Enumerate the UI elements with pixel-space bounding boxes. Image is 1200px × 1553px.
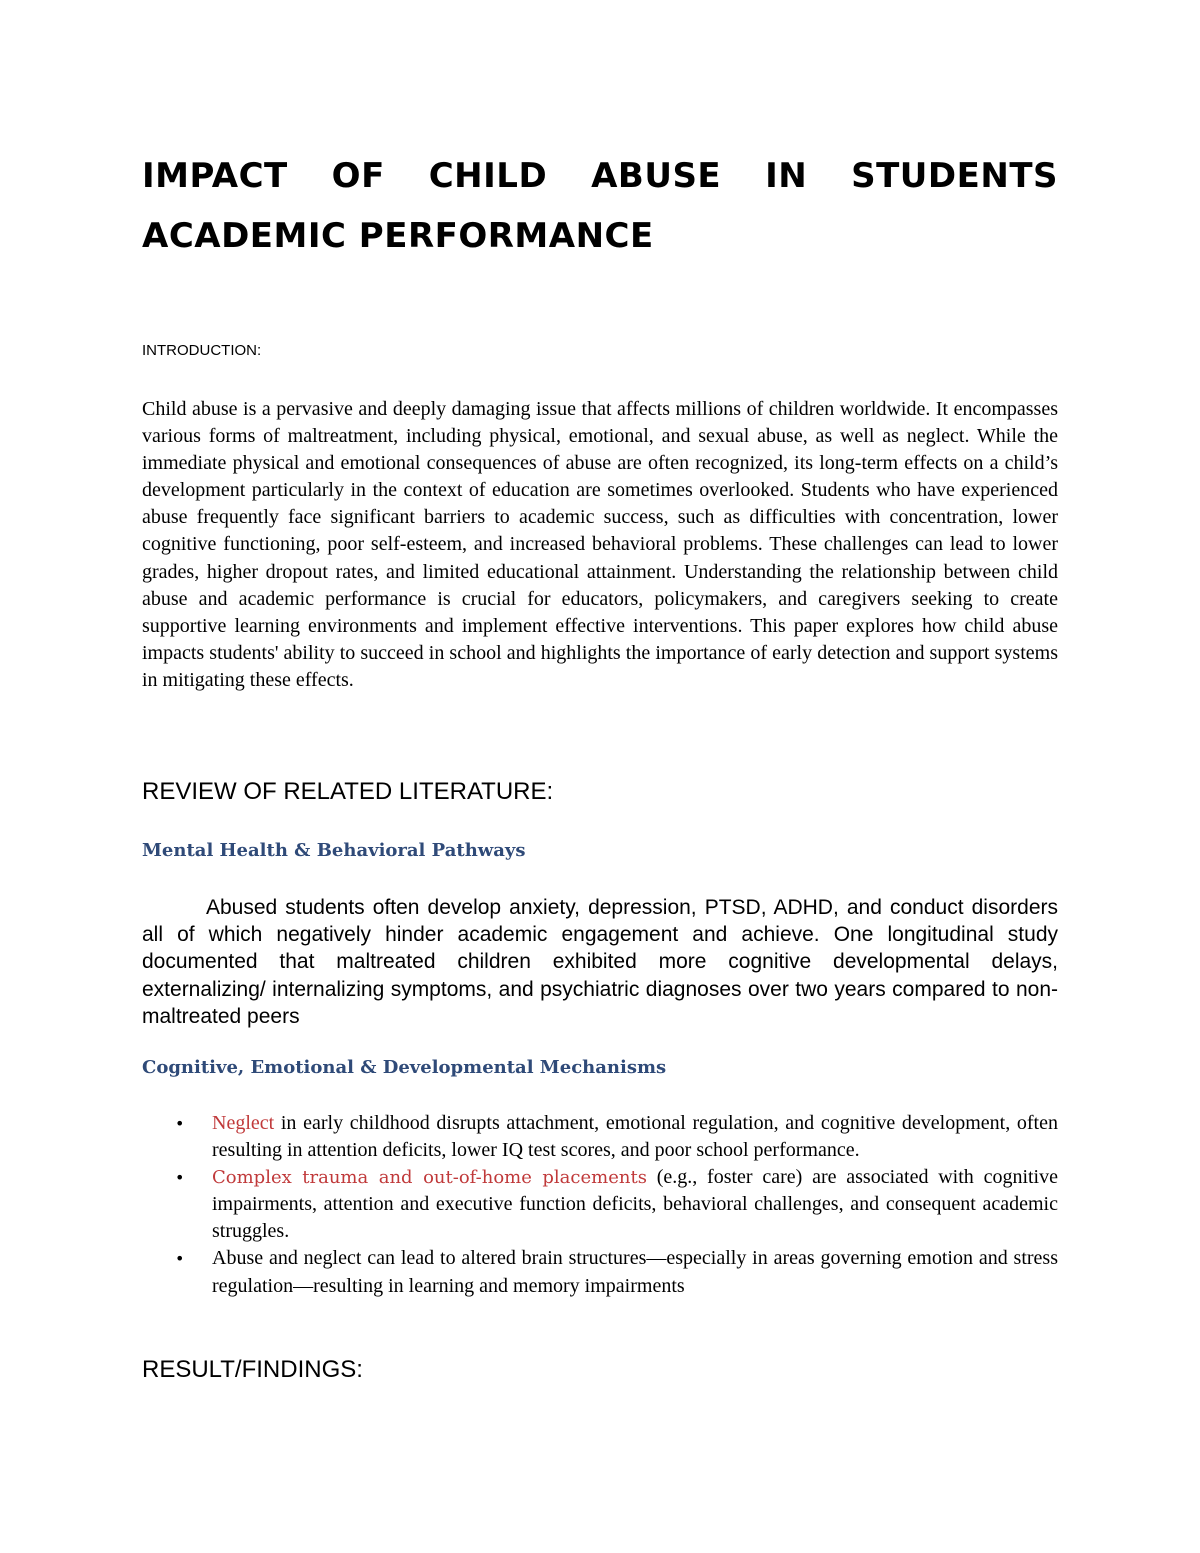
list-item: [142, 1110, 1058, 1164]
list-item: [142, 1164, 1058, 1245]
cognitive-heading: Cognitive, Emotional & Developmental Mechanisms: [142, 1057, 667, 1078]
results-heading: RESULT/FINDINGS:: [142, 1356, 363, 1383]
document-title: [142, 146, 1058, 266]
bullet-highlight: Neglect: [212, 1112, 275, 1134]
review-heading: REVIEW OF RELATED LITERATURE:: [142, 778, 554, 805]
bullet-text: (e.g., foster care) are associated with cognitive impairments, attention and executive function deficits, behavioral challenges, and consequent academic struggles.: [212, 1166, 1058, 1243]
title-line-1: IMPACT OF CHILD ABUSE IN STUDENTS: [142, 156, 1058, 196]
bullet-icon: •: [175, 1168, 185, 1188]
mental-health-heading: Mental Health & Behavioral Pathways: [142, 840, 526, 861]
list-item: [142, 1245, 1058, 1299]
introduction-paragraph: Child abuse is a pervasive and deeply damaging issue that affects millions of children worldwide. It encompasses various forms of maltreatment, including physical, emotional, and sexual abuse, as well as neglect. While the immediate physical and emotional consequences of abuse are often recognized, its long-term effects on a child’s development particularly in the context of education are sometimes overlooked. Students who have experienced abuse frequently face significant barriers to academic success, such as difficulties with concentration, lower cognitive functioning, poor self-esteem, and increased behavioral problems. These challenges can lead to lower grades, higher dropout rates, and limited educational attainment. Understanding the relationship between child abuse and academic performance is crucial for educators, policymakers, and caregivers seeking to create supportive learning environments and implement effective interventions. This paper explores how child abuse impacts students' ability to succeed in school and highlights the importance of early detection and support systems in mitigating these effects.: [142, 398, 1058, 691]
bullet-text: in early childhood disrupts attachment, emotional regulation, and cognitive development, often resulting in attention deficits, lower IQ test scores, and poor school performance.: [212, 1112, 1058, 1162]
bullet-highlight: Complex trauma and out-of-home placements: [212, 1167, 647, 1189]
introduction-label: INTRODUCTION:: [142, 342, 262, 359]
title-line-2: ACADEMIC PERFORMANCE: [142, 216, 654, 256]
mental-health-text: Abused students often develop anxiety, depression, PTSD, ADHD, and conduct disorders all of which negatively hinder academic engagement and achieve. One longitudinal study documented that maltreated children exhibited more cognitive developmental delays, externalizing/ internalizing symptoms, and psychiatric diagnoses over two years compared to non-maltreated peers: [142, 896, 1058, 1028]
bullet-text: Abuse and neglect can lead to altered brain structures—especially in areas governing emotion and stress regulation—resulting in learning and memory impairments: [212, 1247, 1058, 1297]
bullet-icon: •: [175, 1249, 185, 1269]
cognitive-bullet-list: [142, 1110, 1058, 1300]
mental-health-paragraph: [142, 894, 1058, 1030]
bullet-icon: •: [175, 1114, 185, 1133]
